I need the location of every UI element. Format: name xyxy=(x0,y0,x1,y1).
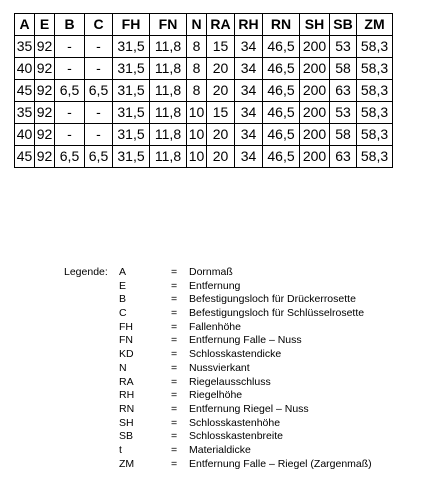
table-cell: 11,8 xyxy=(150,124,187,146)
table-row xyxy=(15,146,393,168)
header-cell: RA xyxy=(207,14,235,36)
table-cell: 92 xyxy=(35,36,55,58)
table-cell: 200 xyxy=(300,58,330,80)
table-header-row xyxy=(15,14,393,36)
table-cell: 45 xyxy=(15,146,35,168)
table-cell: 35 xyxy=(15,102,35,124)
legend-abbr: FN xyxy=(119,334,133,347)
table-cell: 31,5 xyxy=(113,58,150,80)
legend-item xyxy=(119,403,372,417)
header-cell: B xyxy=(55,14,85,36)
legend-desc: Entfernung Falle – Nuss xyxy=(189,334,302,347)
table-cell: 46,5 xyxy=(263,124,300,146)
legend-equals: = xyxy=(171,416,178,429)
table-cell: 31,5 xyxy=(113,102,150,124)
header-cell: ZM xyxy=(357,14,393,36)
legend-abbr: A xyxy=(119,266,127,278)
table-cell: 200 xyxy=(300,80,330,102)
legend-desc: Riegelhöhe xyxy=(189,389,243,402)
legend-abbr: KD xyxy=(119,348,134,361)
legend-item xyxy=(119,458,372,472)
table-cell: 53 xyxy=(330,102,357,124)
table-cell: 31,5 xyxy=(113,146,150,168)
legend-desc: Materialdicke xyxy=(189,443,251,456)
legend-desc: Riegelausschluss xyxy=(189,375,271,388)
legend-desc: Entfernung Riegel – Nuss xyxy=(189,402,309,415)
legend-abbr: RA xyxy=(119,375,134,388)
table-cell: 58 xyxy=(330,58,357,80)
legend-equals: = xyxy=(171,279,178,292)
legend-item xyxy=(119,266,372,280)
table-cell: 40 xyxy=(15,58,35,80)
legend-desc: Schlosskastendicke xyxy=(189,348,282,361)
table-cell: 46,5 xyxy=(263,80,300,102)
legend-desc: Nussvierkant xyxy=(189,361,250,374)
table-cell: 58,3 xyxy=(357,102,393,124)
table-row xyxy=(15,36,393,58)
legend-desc: Befestigungsloch für Schlüsselrosette xyxy=(189,307,365,320)
legend-desc: Schlosskastenhöhe xyxy=(189,416,281,429)
table-cell: - xyxy=(85,124,113,146)
header-cell: FN xyxy=(150,14,187,36)
table-cell: 8 xyxy=(187,58,207,80)
legend-equals: = xyxy=(171,430,178,443)
table-cell: 11,8 xyxy=(150,80,187,102)
table-cell: 6,5 xyxy=(55,80,85,102)
table-cell: 6,5 xyxy=(85,146,113,168)
legend-equals: = xyxy=(171,293,178,306)
header-cell: FH xyxy=(113,14,150,36)
header-cell: C xyxy=(85,14,113,36)
table-cell: 6,5 xyxy=(85,80,113,102)
legend-abbr: FH xyxy=(119,320,133,333)
table-cell: 45 xyxy=(15,80,35,102)
legend-equals: = xyxy=(171,334,178,347)
table-cell: 40 xyxy=(15,124,35,146)
table-cell: 6,5 xyxy=(55,146,85,168)
legend-item xyxy=(119,334,372,348)
legend-abbr: SH xyxy=(119,416,134,429)
table-cell: 200 xyxy=(300,124,330,146)
header-cell: E xyxy=(35,14,55,36)
legend-equals: = xyxy=(171,320,178,333)
legend-item xyxy=(119,321,372,335)
legend-desc: Dornmaß xyxy=(189,266,233,278)
table-cell: - xyxy=(85,58,113,80)
legend-equals: = xyxy=(171,402,178,415)
legend-desc: Entfernung Falle – Riegel (Zargenmaß) xyxy=(189,457,372,470)
legend-item xyxy=(119,293,372,307)
legend-equals: = xyxy=(171,389,178,402)
header-cell: A xyxy=(15,14,35,36)
table-cell: 11,8 xyxy=(150,36,187,58)
table-cell: 58,3 xyxy=(357,36,393,58)
table-cell: - xyxy=(55,124,85,146)
table-row xyxy=(15,58,393,80)
table-cell: - xyxy=(55,58,85,80)
table-cell: 20 xyxy=(207,58,235,80)
legend-equals: = xyxy=(171,457,178,470)
legend-abbr: B xyxy=(119,293,127,306)
table-cell: 20 xyxy=(207,146,235,168)
table-cell: 34 xyxy=(235,36,263,58)
legend-abbr: SB xyxy=(119,430,134,443)
table-cell: - xyxy=(55,36,85,58)
table-cell: 35 xyxy=(15,36,35,58)
legend-abbr: E xyxy=(119,279,127,292)
legend-desc: Entfernung xyxy=(189,279,241,292)
table-cell: 46,5 xyxy=(263,102,300,124)
table-row xyxy=(15,102,393,124)
legend-item xyxy=(119,376,372,390)
legend-desc: Fallenhöhe xyxy=(189,320,241,333)
legend-item xyxy=(119,389,372,403)
table-cell: 8 xyxy=(187,80,207,102)
table-cell: 34 xyxy=(235,102,263,124)
legend-item xyxy=(119,348,372,362)
legend-desc: Befestigungsloch für Drückerrosette xyxy=(189,293,356,306)
legend-desc: Schlosskastenbreite xyxy=(189,430,283,443)
table-cell: 58,3 xyxy=(357,58,393,80)
table-cell: 46,5 xyxy=(263,36,300,58)
table-cell: 46,5 xyxy=(263,58,300,80)
table-cell: 63 xyxy=(330,80,357,102)
header-cell: RN xyxy=(263,14,300,36)
table-row xyxy=(15,124,393,146)
table-cell: 31,5 xyxy=(113,124,150,146)
table-cell: 58 xyxy=(330,124,357,146)
legend-abbr: RH xyxy=(119,389,135,402)
table-cell: 20 xyxy=(207,124,235,146)
table-cell: 11,8 xyxy=(150,58,187,80)
table-cell: 34 xyxy=(235,58,263,80)
table-cell: - xyxy=(85,102,113,124)
header-cell: SH xyxy=(300,14,330,36)
table-cell: 34 xyxy=(235,146,263,168)
table-cell: 8 xyxy=(187,36,207,58)
legend-item xyxy=(119,307,372,321)
legend-item xyxy=(119,280,372,294)
table-cell: 92 xyxy=(35,146,55,168)
legend-abbr: C xyxy=(119,307,127,320)
dimension-table xyxy=(14,13,393,168)
table-cell: 10 xyxy=(187,146,207,168)
legend-label: Legende: xyxy=(64,266,108,278)
table-cell: 200 xyxy=(300,102,330,124)
table-cell: 15 xyxy=(207,102,235,124)
table-row xyxy=(15,80,393,102)
header-cell: SB xyxy=(330,14,357,36)
table-cell: 92 xyxy=(35,124,55,146)
table-cell: 92 xyxy=(35,58,55,80)
legend-item xyxy=(119,430,372,444)
table-cell: 34 xyxy=(235,124,263,146)
legend-list xyxy=(119,266,372,471)
table-cell: 31,5 xyxy=(113,36,150,58)
legend-equals: = xyxy=(171,375,178,388)
table-cell: 15 xyxy=(207,36,235,58)
table-cell: 10 xyxy=(187,124,207,146)
table-cell: 11,8 xyxy=(150,102,187,124)
header-cell: N xyxy=(187,14,207,36)
header-cell: RH xyxy=(235,14,263,36)
table-cell: 92 xyxy=(35,80,55,102)
table-cell: 92 xyxy=(35,102,55,124)
legend-abbr: N xyxy=(119,361,127,374)
legend-equals: = xyxy=(171,361,178,374)
legend-equals: = xyxy=(171,266,178,278)
table-cell: 58,3 xyxy=(357,80,393,102)
table-cell: - xyxy=(55,102,85,124)
legend-equals: = xyxy=(171,443,178,456)
table-cell: 58,3 xyxy=(357,124,393,146)
legend-item xyxy=(119,362,372,376)
table-cell: 200 xyxy=(300,36,330,58)
legend-item xyxy=(119,417,372,431)
legend-abbr: t xyxy=(119,443,122,456)
table-cell: 46,5 xyxy=(263,146,300,168)
table-cell: 10 xyxy=(187,102,207,124)
table-cell: 20 xyxy=(207,80,235,102)
table-cell: - xyxy=(85,36,113,58)
table-cell: 53 xyxy=(330,36,357,58)
table-cell: 11,8 xyxy=(150,146,187,168)
table-cell: 63 xyxy=(330,146,357,168)
table-cell: 31,5 xyxy=(113,80,150,102)
table-cell: 58,3 xyxy=(357,146,393,168)
table-cell: 200 xyxy=(300,146,330,168)
legend-abbr: RN xyxy=(119,402,135,415)
legend-item xyxy=(119,444,372,458)
legend-equals: = xyxy=(171,348,178,361)
legend-equals: = xyxy=(171,307,178,320)
table-cell: 34 xyxy=(235,80,263,102)
legend-abbr: ZM xyxy=(119,457,135,470)
